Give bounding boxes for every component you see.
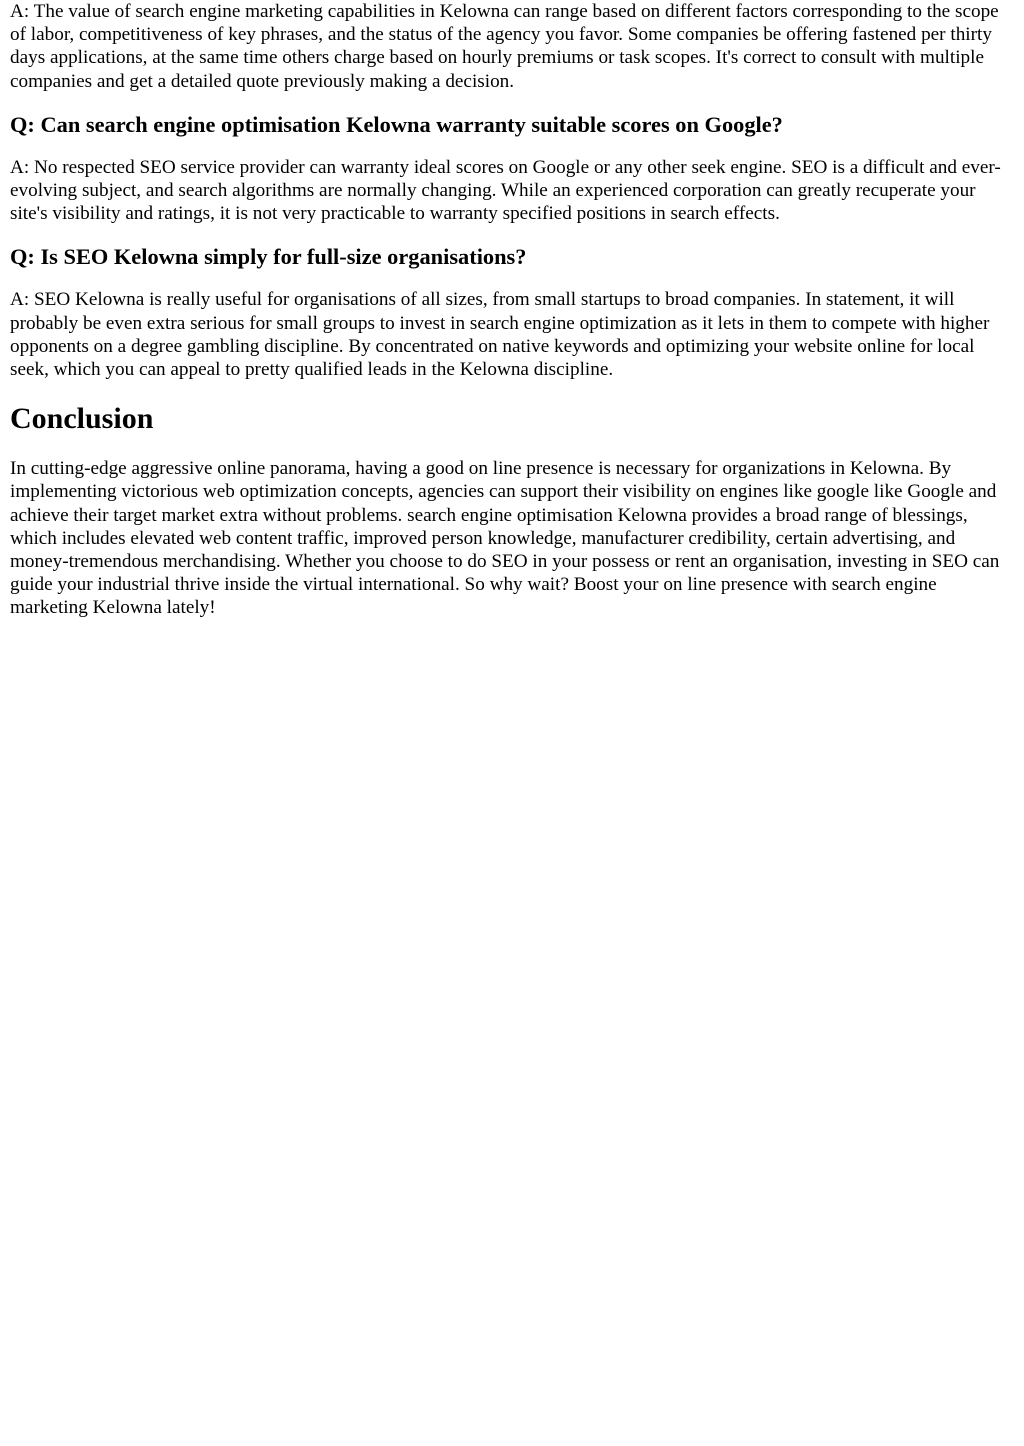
conclusion-heading: Conclusion [10, 402, 154, 436]
conclusion-paragraph: In cutting-edge aggressive online panorama, having a good on line presence is necessary for organizations in Kelowna. By implementing victorious web optimization concepts, agencies can support their visibility on engines like google like Google and achieve their target market extra without problems. search engine optimisation Kelowna provides a broad range of blessings, which includes elevated web content traffic, improved person knowledge, manufacturer credibility, certain advertising, and money-tremendous merchandising. Whether you choose to do SEO in your possess or rent an organisation, investing in SEO can guide your industrial thrive inside the virtual international. So why wait? Boost your on line presence with search engine marketing Kelowna lately! [10, 458, 1000, 619]
faq-question-heading: Q: Can search engine optimisation Kelowna warranty suitable scores on Google? [10, 111, 783, 137]
faq-answer-paragraph: A: No respected SEO service provider can warranty ideal scores on Google or any other seek engine. SEO is a difficult and ever-evolving subject, and search algorithms are normally changing. While an experienced corporation can greatly recuperate your site's visibility and ratings, it is not very practicable to warranty specified positions in search effects. [10, 156, 1001, 225]
answer-paragraph: A: The value of search engine marketing capabilities in Kelowna can range based on different factors corresponding to the scope of labor, competitiveness of key phrases, and the status of the agency you favor. Some companies be offering fastened per thirty days applications, at the same time others charge based on hourly premiums or task scopes. It's correct to consult with multiple companies and get a detailed quote previously making a decision. [10, 1, 999, 92]
faq-answer-paragraph: A: SEO Kelowna is really useful for organisations of all sizes, from small startups to broad companies. In statement, it will probably be even extra serious for small groups to invest in search engine optimization as it lets in them to compete with higher opponents on a degree gambling discipline. By concentrated on native keywords and optimizing your website online for local seek, which you can appeal to pretty qualified leads in the Kelowna discipline. [10, 289, 990, 381]
faq-question-heading: Q: Is SEO Kelowna simply for full-size organisations? [10, 244, 527, 270]
